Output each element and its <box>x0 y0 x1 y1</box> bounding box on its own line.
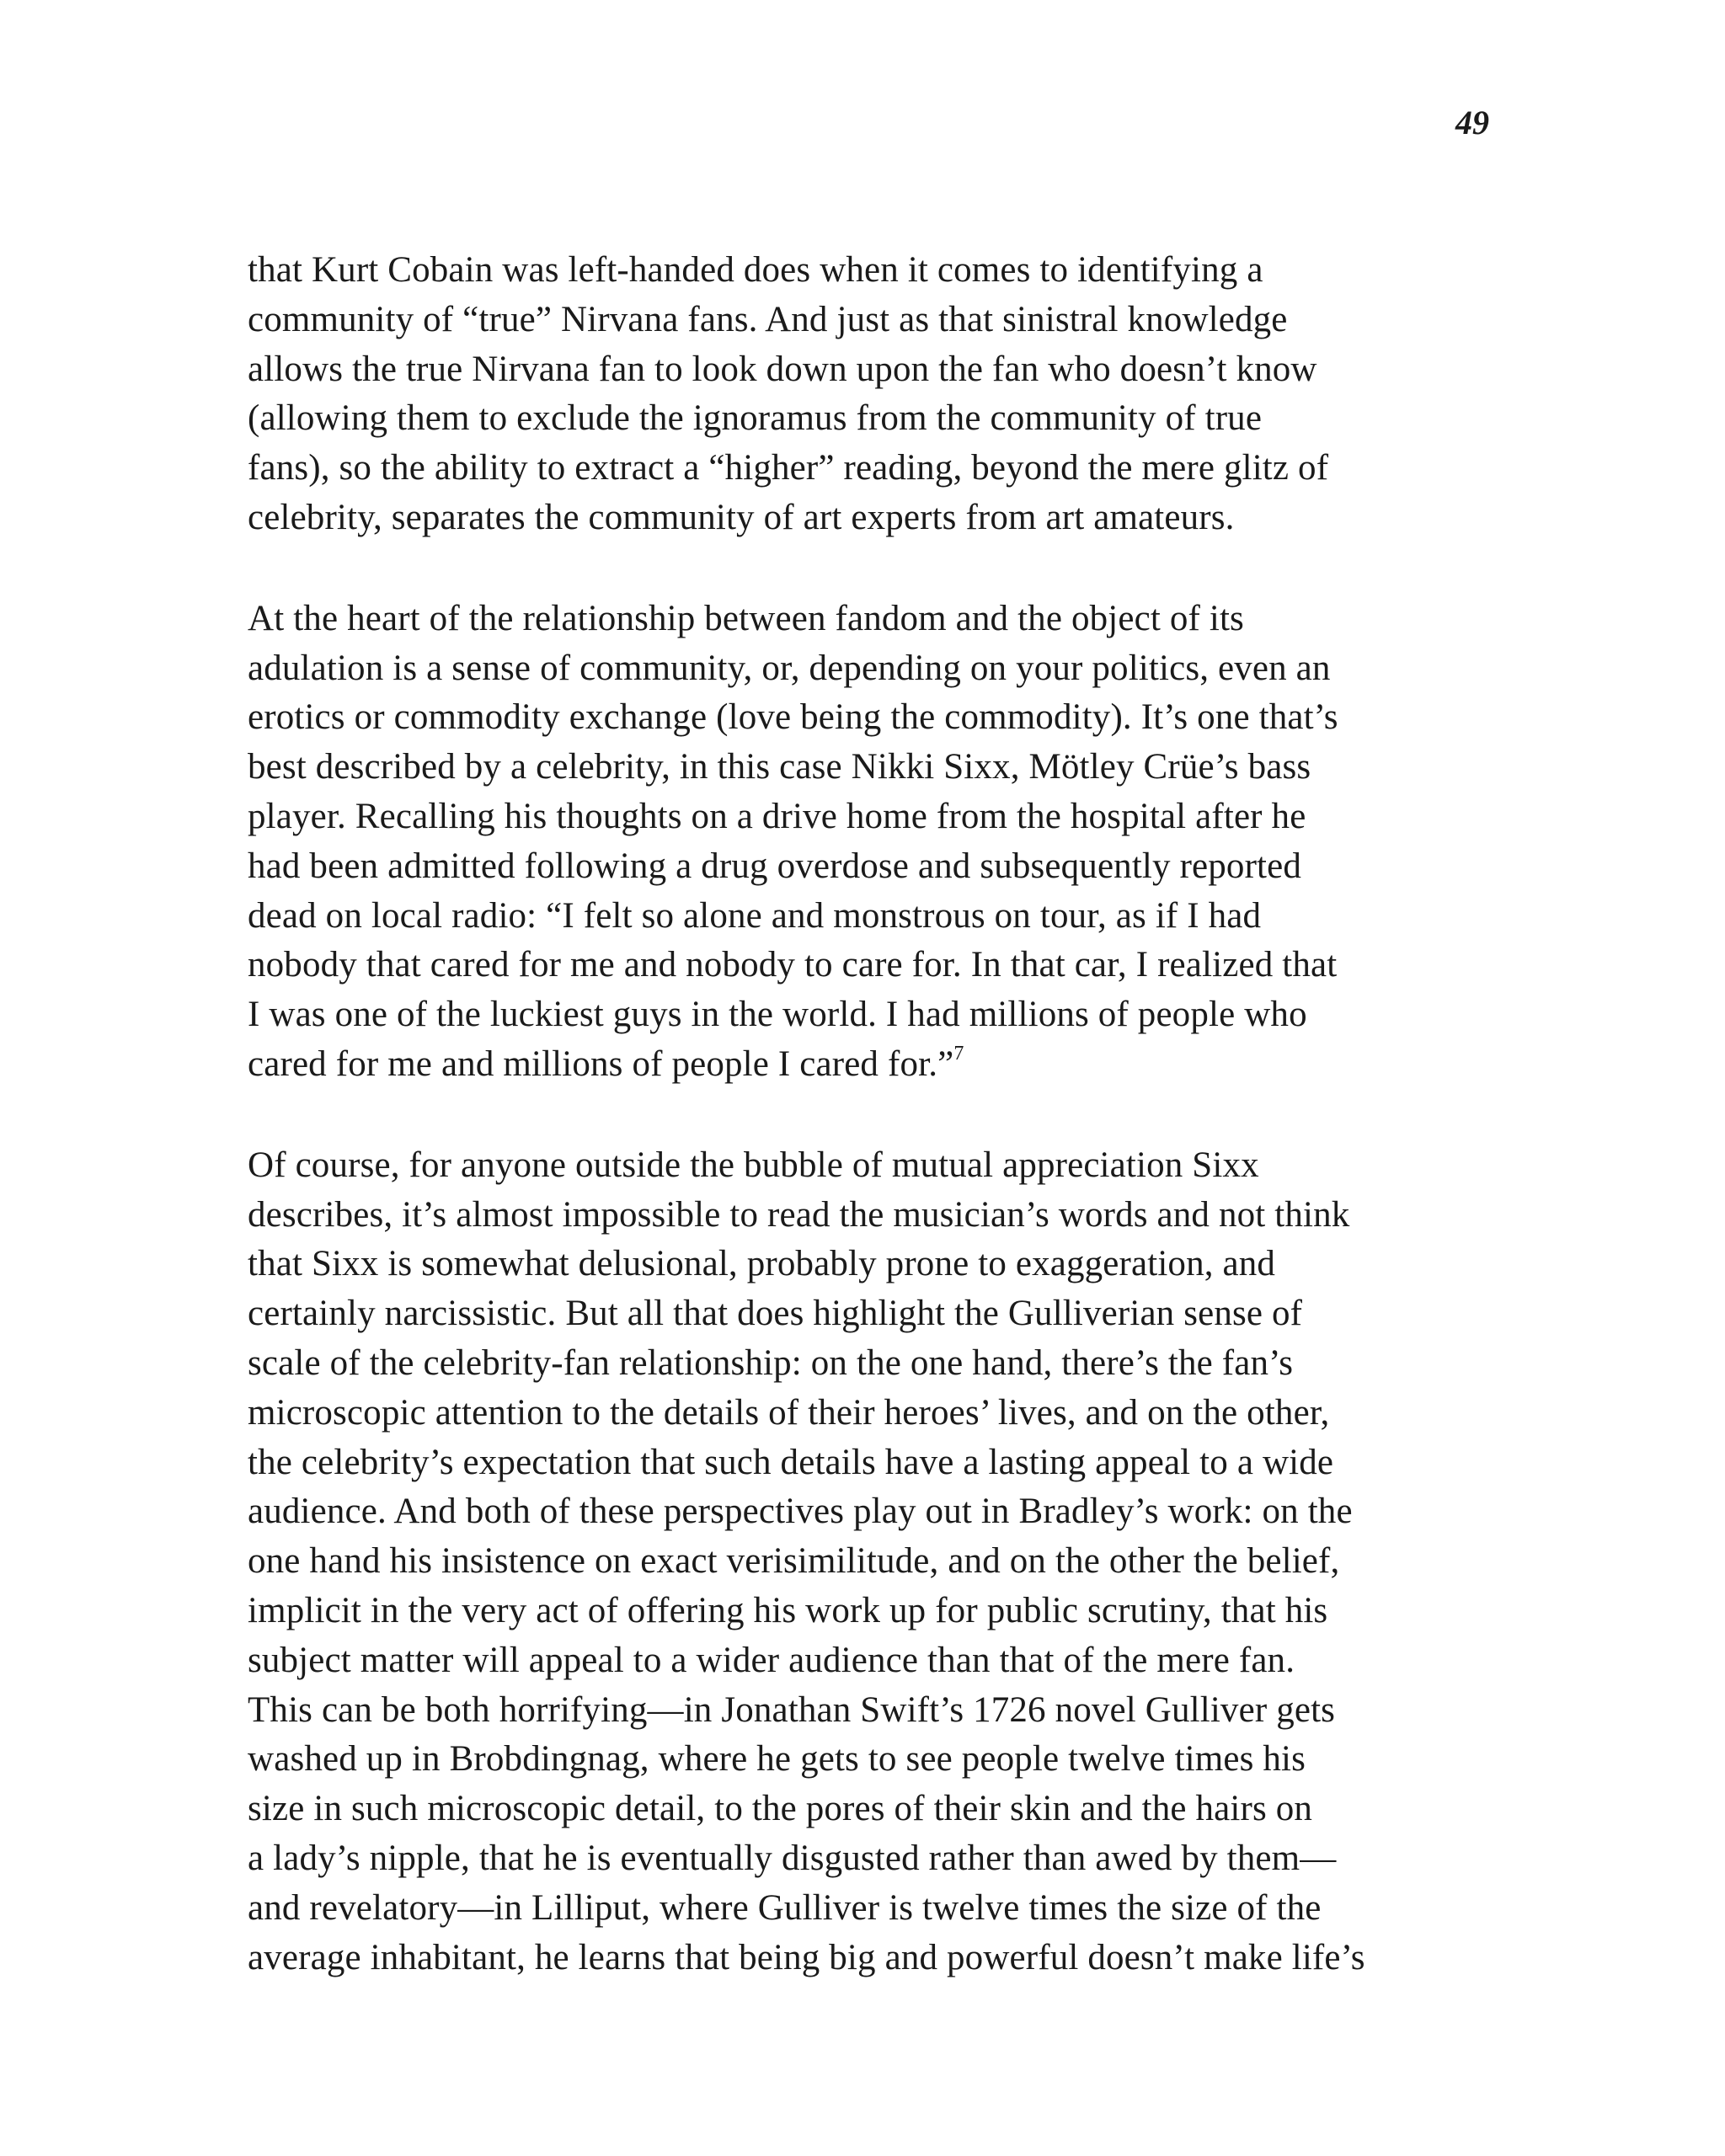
text-line: the celebrity’s expectation that such details have a lasting appeal to a wide <box>248 1442 1334 1482</box>
text-line: (allowing them to exclude the ignoramus from the community of true <box>248 398 1263 439</box>
text-line: microscopic attention to the details of their heroes’ lives, and on the other, <box>248 1392 1330 1433</box>
text-line: scale of the celebrity-fan relationship: on the one hand, there’s the fan’s <box>248 1342 1294 1383</box>
text-line: This can be both horrifying—in Jonathan Swift’s 1726 novel Gulliver gets <box>248 1689 1336 1730</box>
text-line: audience. And both of these perspectives play out in Bradley’s work: on the <box>248 1492 1353 1532</box>
text-line: cared for me and millions of people I cared for.” <box>248 1043 954 1084</box>
text-line: certainly narcissistic. But all that does highlight the Gulliverian sense of <box>248 1294 1303 1334</box>
footnote-reference: 7 <box>953 1042 964 1065</box>
text-line: adulation is a sense of community, or, depending on your politics, even an <box>248 648 1331 688</box>
text-line: celebrity, separates the community of art experts from art amateurs. <box>248 497 1235 537</box>
text-line: washed up in Brobdingnag, where he gets to see people twelve times his <box>248 1739 1306 1780</box>
text-line: a lady’s nipple, that he is eventually disgusted rather than awed by them— <box>248 1838 1337 1878</box>
body-text <box>248 246 1486 2034</box>
paragraph-2 <box>248 595 1486 1090</box>
text-line: dead on local radio: “I felt so alone and monstrous on tour, as if I had <box>248 895 1262 936</box>
text-line: and revelatory—in Lilliput, where Gulliver is twelve times the size of the <box>248 1887 1322 1928</box>
paragraph-3 <box>248 1141 1486 1983</box>
text-line: size in such microscopic detail, to the pores of their skin and the hairs on <box>248 1789 1313 1829</box>
text-line: that Kurt Cobain was left-handed does when it comes to identifying a <box>248 250 1263 290</box>
text-line: Of course, for anyone outside the bubble of mutual appreciation Sixx <box>248 1145 1259 1185</box>
text-line: I was one of the luckiest guys in the world. I had millions of people who <box>248 995 1307 1035</box>
text-line: community of “true” Nirvana fans. And just as that sinistral knowledge <box>248 299 1288 339</box>
text-line: allows the true Nirvana fan to look down upon the fan who doesn’t know <box>248 349 1317 389</box>
text-line: best described by a celebrity, in this case Nikki Sixx, Mötley Crüe’s bass <box>248 747 1311 787</box>
text-line: subject matter will appeal to a wider audience than that of the mere fan. <box>248 1640 1295 1680</box>
text-line-with-footnote <box>248 1040 1486 1090</box>
text-line: one hand his insistence on exact verisimilitude, and on the other the belief, <box>248 1541 1340 1582</box>
text-line: implicit in the very act of offering his work up for public scrutiny, that his <box>248 1590 1328 1630</box>
text-line: fans), so the ability to extract a “higher” reading, beyond the mere glitz of <box>248 448 1329 488</box>
text-line: average inhabitant, he learns that being big and powerful doesn’t make life’s <box>248 1937 1365 1977</box>
paragraph-1 <box>248 246 1486 543</box>
page-number: 49 <box>1455 104 1489 141</box>
text-line: At the heart of the relationship between fandom and the object of its <box>248 598 1244 638</box>
text-line: had been admitted following a drug overdose and subsequently reported <box>248 846 1302 886</box>
text-line: player. Recalling his thoughts on a drive home from the hospital after he <box>248 796 1306 836</box>
text-line: that Sixx is somewhat delusional, probably prone to exaggeration, and <box>248 1244 1276 1284</box>
text-line: nobody that cared for me and nobody to care for. In that car, I realized that <box>248 945 1338 985</box>
text-line: describes, it’s almost impossible to read the musician’s words and not think <box>248 1194 1350 1235</box>
text-line: erotics or commodity exchange (love being the commodity). It’s one that’s <box>248 697 1338 738</box>
